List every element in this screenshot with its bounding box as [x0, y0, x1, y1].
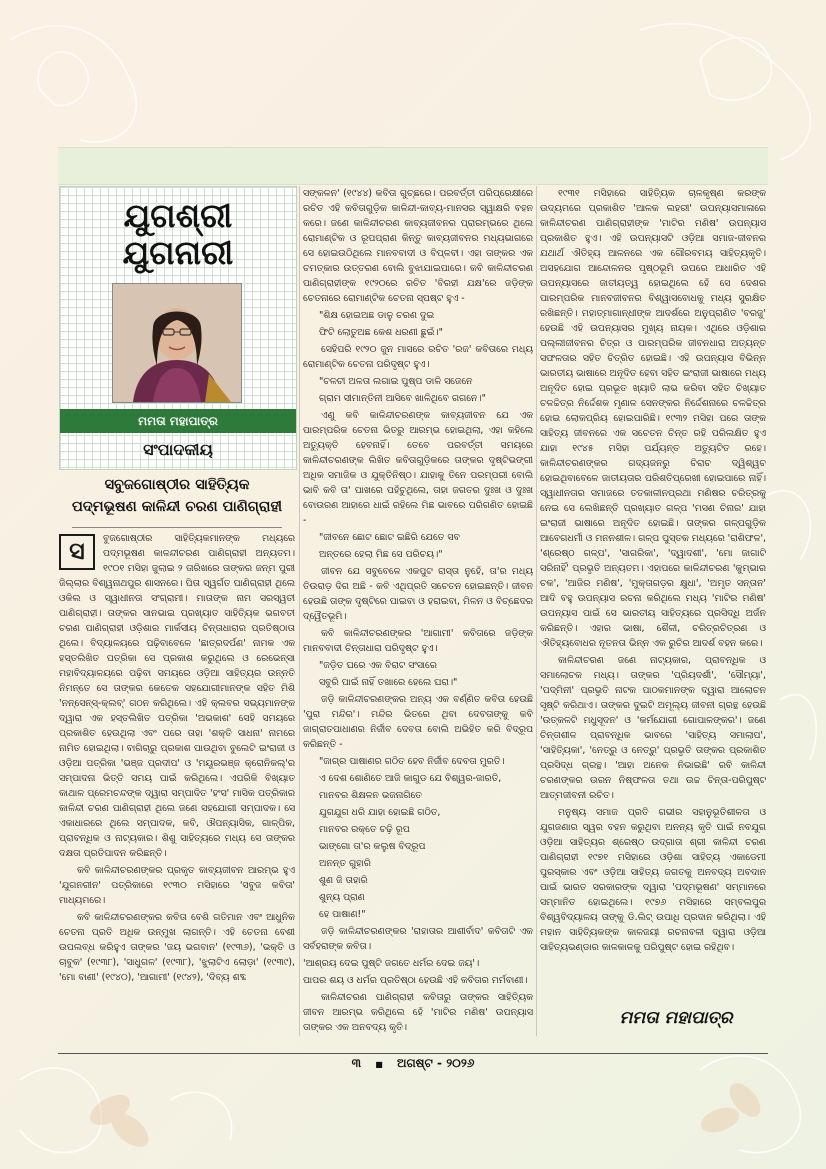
- header-band: [58, 147, 768, 185]
- column-divider: [299, 186, 300, 1036]
- paragraph: ଏଣୁ କବି କାଳିନ୍ଦୀଚରଣଙ୍କ କାବ୍ୟଜୀବନ ଯେ ଏକ ପାରମ୍ପରିକ ଚେତନା ଭିତରୁ ଆରମ୍ଭ ହୋଇଥିଲା, ଏହା କହିଲେ ଅତ୍ୟୁକ୍ତି ହେବନାହିଁ। ତେବେ ପରବର୍ତ୍ତୀ ସମୟରେ କାଳିନ୍ଦୀଚରଣଙ୍କ ଲିଖିତ କବିତାଗୁଡ଼ିକରେ ତାଙ୍କର ଦୃଷ୍ଟିଭଙ୍ଗୀ ଅଧିକ ସମାଜିକ ଓ ଯୁକ୍ତିନିଷ୍ଠ। ଯାହାକୁ ତିନେ ପରମ୍ପରୀ ବୋଲି ଭାବି କବି ତା' ପାଖରେ ପହଁଚୁଥିଲେ, ତାହା ଜଗତର ଦୁଃଖ ଓ ଦୁଃଖ ବୋଉରଣ ଆହାରେ ଧାଇଁ ରହିଲେ ମିଛ ଭାବରେ ପରିଗଣିତ ହୋଇଛି -: [303, 410, 533, 526]
- footer-rule: [58, 1053, 768, 1054]
- title-underline: [72, 527, 282, 528]
- masthead-line-1: ଯୁଗଶ୍ରୀ: [123, 196, 233, 235]
- editor-photo: [112, 283, 242, 403]
- verse-line: "ଜଡ଼ିତ ଘରେ ଏକ ବିରାଟ ସଂସାରେ: [319, 660, 437, 671]
- verse-line: "ଜୀବନେ ଛୋଟ ଛୋଟ ଇଛିରି ଯେତେ ସବ: [319, 532, 460, 543]
- paragraph: 'ଆଶ୍ରୟ ଦେଇ ପୁଷ୍ଟି ଜଗତେ ଧର୍ମର ଦେଇ ଜୟ'।: [303, 958, 480, 969]
- verse-line: ସବୁରି ପାଇଁ ନାହିଁ ତଖାରେ ହେଲେ ଘରା।": [319, 677, 458, 688]
- paragraph: ପାପର ଶୟ ଓ ଧର୍ମର ପ୍ରତିଷ୍ଠା ହେଉଛି ଏହି କବିତାର ମର୍ମବାଣୀ।: [303, 975, 528, 986]
- verse-line: ଅନ୍ତରେ ହେଲା ମିଛ ସେ ପରିଚୟ।": [319, 549, 443, 560]
- article-title-line-2: ପଦ୍ମଭୂଷଣ କାଳିନ୍ଦୀ ଚରଣ ପାଣିଗ୍ରାହୀ: [71, 498, 283, 515]
- paragraph: କବି କାଳିନ୍ଦୀଚରଣଙ୍କର କବିତା ବେଶି ଗତିମାନ ଏବଂ ଆଧୁନିକ ଚେତନା ପ୍ରତି ଅଧିକ ଉନ୍ମୁଖ ଲାଗନ୍ତି। ଏହି ଚେତନା ବେଶୀ ଉପଲବ୍ଧ କରିହୁଏ ତାଙ୍କର 'ଜୟ ଭଗବାନ' (୧୯୩୬), 'ଭକ୍ତି ଓ ଚାବୁକ' (୧୯୩୮), 'ସାଧୁଗଳ' (୧୯୩୮), 'ଝୁଲାଟିଏ ଲୋଡ଼ା' (୧୯୩୯), 'ମୋ ବାଣୀ' (୧୯୪୦), 'ଆଗାମୀ' (୧୯୪୨), 'ଦିବ୍ୟ ଶବ୍ଦ: [59, 912, 295, 983]
- verse-line: "ଶିକ୍ଷ ହୋଇଅଛ ଡାଳୁ ଚରଣ ଦୁଇ: [319, 310, 435, 321]
- editor-signature: ମମତା ମହାପାତ୍ର: [619, 1008, 733, 1028]
- verse-line: ମାନବର ରକ୍ତେ ଚଢ଼ି ରୂପ: [319, 824, 410, 835]
- verse-line: ଶୁଣ ଜି ତାହାରି: [319, 875, 368, 886]
- editor-name: ମମତା ମହାପାତ୍ର: [60, 409, 296, 433]
- verse-line: ଫିଟି ଲୋତୁଅଛ କେଶ ଧରଣୀ ଛୁଇଁ।": [319, 327, 443, 338]
- paragraph: ଜୀବନ ଯେ ସବୁବେଳେ ଏକପୁଟ ରାସ୍ତା ନୁହେଁ, ତା'ର ମଧ୍ୟ ତିଉରାଡ଼ ଦିଗ ଅଛି - କବି ଏଥିପ୍ରତି ସଚେତନ ହୋଇଛନ୍ତି। ଜୀବନ ହେଉଛି ତାଙ୍କ ଦୃଷ୍ଟିରେ ପାଇବା ଓ ହରାଇବା, ମିଳନ ଓ ବିଚ୍ଛେଦର ଦ୍ୱୈତଭୂମି।: [303, 566, 533, 622]
- verse-line: ଭାଙ୍ଗୋ ତା'ର କଲୁଷ ବିଦ୍ରୂପ: [319, 841, 426, 852]
- paragraph: କବି କାଳିନ୍ଦୀଚରଣଙ୍କର 'ଆଗାମୀ' କବିତାରେ ଜଡ଼ିଙ୍କ ମାନବବାଦୀ ଚିନ୍ତାଧାରା ପରିଦୃଷ୍ଟ ହୁଏ।: [303, 628, 533, 654]
- page-number: ୩: [351, 1056, 362, 1070]
- article-column-3: [540, 186, 766, 986]
- editor-profile-box: [59, 186, 297, 470]
- page-footer: [58, 1055, 768, 1073]
- paragraph: ଜଡ଼ି କାଳିନ୍ଦୀଚରଣଙ୍କର 'ରାହାତାର ଆଶୀର୍ବାଦ' କବିତାଟି ଏକ ସର୍ବହରାଙ୍କ କବିତା।: [303, 926, 533, 952]
- footer-separator: ■: [375, 1060, 383, 1069]
- article-title: [59, 474, 295, 518]
- paragraph: କାଳିନ୍ଦୀଚରଣ ଜଣେ ନାଟ୍ୟକାର, ପ୍ରାବନ୍ଧିକ ଓ ସମାଲୋଚକ ମଧ୍ୟ। ତାଙ୍କର 'ପ୍ରିୟଦର୍ଶୀ', 'ସୌମ୍ୟା', 'ପଦ୍ମିନୀ' ପ୍ରଭୃତି ନାଟକ ପାଠକମାନଙ୍କ ଦ୍ୱାରା ଆଲୋଚନ ସୃଷ୍ଟି କରିଥାଏ। ତାଙ୍କର ଦୁଇଟି ଅମୂଲ୍ୟ ଜୀବନୀ ଗ୍ରନ୍ଥ ହେଉଛି 'ଉତ୍କଳଟି ମଧୁସୂଦନ' ଓ 'କର୍ମଯୋଗୀ ଗୋପାଳଙ୍କର'। ଜଣେ ଚିନ୍ତାଶୀଳ ପ୍ରାବନ୍ଧିକ ଭାବରେ 'ସାହିତ୍ୟ ସମାଲାପ', 'ସାହିତ୍ୟିକା', 'ନେତ୍ରୁ ଓ ନେତ୍ରୁ' ପ୍ରଭୃତି ତାଙ୍କର ପ୍ରକାଶିତ ପ୍ରସିଦ୍ଧ ଗ୍ରନ୍ଥ। 'ଆହା ଅନେକ ନିଭାଇଛି' ରବି କାଳିନ୍ଦୀ ଚରଣଙ୍କର ଉରନ ନିଷ୍ଫଳତା ତଥା ଉଚ୍ଚ ଚିନ୍ତା-ପରିପୁଷ୍ଟ ଆତ୍ମଜୀବନୀ ରଚିତ।: [540, 655, 766, 801]
- editorial-label: ସଂପାଦକୀୟ: [143, 440, 213, 459]
- verse-line: ଗ୍ରାମ ସୀମାନ୍ତିନୀ ଆସିବେ ଖାଳିଥିବେ ଗଗନେ।": [319, 393, 486, 404]
- paragraph: ସଙ୍କଳନ' (୧୯୪୪) କବିତା ଗୁଚ୍ଛରେ। ପରବର୍ତ୍ତୀ ପରିପ୍ରେକ୍ଷୀରେ ରଚିତ ଏହି କବିତାଗୁଡ଼ିକ କାଳିନ୍ଦୀ-କାବ୍ୟ-ମାନସର ସ୍ୱାକ୍ଷରି ବହନ କରେ। ଜଣେ କାଳିନ୍ଦୀଚରଣ କାବ୍ୟଜୀବନର ପ୍ରାରମ୍ଭରେ ଥିଲେ ରୋମାଣ୍ଟିକ ଓ ରୂପପ୍ରାଣ କିନ୍ତୁ କାବ୍ୟଜୀବନର ମଧ୍ୟଭାଗରେ ସେ ହୋଇଉଠିଥିଲେ ମାନବବାଦୀ ଓ ବିପ୍ଳବୀ। ଏହା ତାଙ୍କର ଏକ ଚମତ୍କାର ଉତ୍ତରଣ ବୋଲି ବୁଝାଯାଇପାରେ। କବି କାଳିନ୍ଦୀଚରଣ ପାଣିଗ୍ରାହୀଙ୍କ ୧୯୨୦ରେ ରଚିତ 'ବିରହୀ ଯକ୍ଷ'ରେ ଜଡ଼ିଙ୍କ ଚେତନାରେ ରୋମାଣ୍ଟିକ ଚେତନା ସ୍ପଷ୍ଟ ହୁଏ -: [303, 188, 533, 304]
- verse-line: ହେ ପାଷାଣ!": [319, 909, 366, 920]
- verse-line: ଯୁଗଯୁଗ ଧରି ଯାହା ହୋଇଛି ଗଠିତ,: [319, 807, 441, 818]
- verse-line: ମାନବର ଶିକ୍ଷଳନ ଭଜନାଗିତେ: [319, 790, 422, 801]
- article-column-2: [303, 186, 533, 1037]
- drop-cap: ସ: [59, 534, 95, 570]
- paragraph: ବୁଜଗୋଷ୍ଠୀର ସାହିତ୍ୟିକମାନଙ୍କ ମଧ୍ୟରେ ପଦ୍ମଭୂଷଣ କାଳନ୍ଦୀଚରଣ ପାଣିଗ୍ରାହୀ ଅନ୍ୟତମ। ୧୯୦୧ ମସିହା ଜୁଲାଇ ୨ ତାରିଖରେ ତାଙ୍କର ଜନ୍ମ ପୁରୀ ଜିଲ୍ଲାର ବିଶ୍ୱନାଥପୁର ଶାସନରେ। ପିତା ସ୍ୱର୍ଗତ ପାଣିଗ୍ରାହୀ ଥିଲେ ଓକିଲ ଓ ସ୍ୱାଧୀନତା ସଂଗ୍ରାମୀ। ମାତାଙ୍କ ନାମ ସରସ୍ୱତୀ ପାଣିଗ୍ରାହୀ। ତାଙ୍କର ସାନଭାଇ ପ୍ରଖ୍ୟାତ ସାହିତ୍ୟିକ ଭଗବତୀ ଚରଣ ପାଣିଗ୍ରାହୀ ଓଡ଼ିଶାର ମାର୍କସୀୟ ଚିନ୍ତାଧାରାର ପ୍ରତିଷ୍ଠାତା ଥିଲେ। ବିଦ୍ୟାଳୟରେ ପଢ଼ିବାବେଳେ 'ଛାତ୍ରଦର୍ପଣ' ନାମକ ଏକ ହସ୍ତଲିଖିତ ପତ୍ରିକା ସେ ପ୍ରକାଶ କରୁଥିଲେ ଓ ରେଭେନ୍ସା ମହାବିଦ୍ୟାଳୟରେ ପଢ଼ିବା ସମୟରେ ଓଡ଼ିଆ ସାହିତ୍ୟର ଉନ୍ନତି ନିମନ୍ତେ ସେ ତାଙ୍କର କେତେକ ସହଯୋଗୀମାନଙ୍କ ସହିତ ମିଶି 'ନନ୍ସେନ୍ସ୍-କ୍ଲବ୍' ଗଠନ କରିଥିଲେ। ଏହି କ୍ଲବର ସଭ୍ୟମାନଙ୍କ ଦ୍ୱାରା ଏକ ହସ୍ତଲିଖିତ ପତ୍ରିକା 'ଅଭକାଶ' ସେହି ସମୟରେ ପ୍ରକାଶିତ ହେଉଥିଲା ଏବଂ ପରେ ତାହା 'ଶକ୍ତି ସାଧନା' ନାମରେ ନାମିତ ହୋଇଥିଲା। ବାଗିଚାରୁ ପ୍ରକାଶ ପାଉଥିବା ବୁଲେଟି ଇଂରାଜୀ ଓ ଓଡ଼ିଆ ପତ୍ରିକା 'ଭଞ୍ଜ ପ୍ରଦୀପ' ଓ 'ମୟୂରଭଞ୍ଜ କ୍ରୋନିକଲ୍'ର ସମ୍ପାଦନା ଭିତ୍ତି ସମୟ ପାଇଁ କରିଥିଲେ। ଏପରିକି ବିଖ୍ୟାତ କାଥାଳ ପ୍ରେମଚନ୍ଦଙ୍କ ଦ୍ୱାରା ସମ୍ପାଦିତ 'ହଂସ' ମାସିକ ପତ୍ରିକାର କାଳିନ୍ଦୀ ଚରଣ ପାଣିଗ୍ରାହୀ ଥିଲେ ଜଣେ ସହଯୋଗୀ ସମ୍ପାଦକ। ସେ ଏକାଧାରରେ ଥିଲେ ସମ୍ପାଦକ, କବି, ଔପନ୍ୟାସିକ, ଗାଳ୍ପିକ, ପ୍ରାବନ୍ଧିକ ଓ ନାଟ୍ୟକାର। ଶିଶୁ ସାହିତ୍ୟରେ ମଧ୍ୟ ସେ ତାଙ୍କର ଦକ୍ଷତା ପ୍ରତିପାଦନ କରିଛନ୍ତି।: [59, 533, 295, 859]
- article-column-1: [59, 531, 295, 1037]
- column-divider: [536, 186, 537, 1036]
- magazine-masthead: [60, 197, 296, 271]
- paragraph: ସେହିପରି ୧୯୨୦ ଜୁନ ମାସରେ ରଚିତ 'ରଜ' କବିତାରେ ମଧ୍ୟ ରୋମାଣ୍ଟିକ ଚେତନା ପରିଦୃଷ୍ଟ ହୁଏ।: [303, 344, 533, 370]
- paragraph: କବି କାଳିନ୍ଦୀଚରଣଙ୍କର ପ୍ରକୃତ କାବ୍ୟଜୀବନ ଆରମ୍ଭ ହୁଏ 'ଯୁଗନରୀନ' ପତ୍ରିକାରେ ୧୯୩୦ ମସିହାରେ 'ସବୁଜ କବିତା' ମାଧ୍ୟମରେ।: [59, 865, 295, 906]
- verse-line: "ଜାଗ୍ର ପାଷାଣର ଗଠିତ ହେବ ନିର୍ଜୀବ ଦେବତା ମୁରତି।: [319, 756, 505, 767]
- issue-month: ଅଗଷ୍ଟ - ୨୦୨୬: [397, 1056, 475, 1070]
- paragraph: ୧୯୩୧ ମସିହାରେ ସାହିତ୍ୟିକ ଚାଳକୃଷ୍ଣ କରଙ୍କ ଉଦ୍ୟମରେ ପ୍ରକାଶିତ 'ଆଳକ ଲହରୀ' ଉପନ୍ୟାସମାଳାରେ କାଳିନ୍ଦୀଚରଣ ପାଣିଗ୍ରାହୀଙ୍କ 'ମାଟିର ମଣିଷ' ଉପନ୍ୟାସ ପ୍ରକାଶିତ ହୁଏ। ଏହି ଉପନ୍ୟାସଟି ଓଡ଼ିଆ ସମାଜ-ଜୀବନର ଯଥାର୍ଥ ଐତିହ୍ୟ ଆଳନରେ ଏକ ଗୌରବମୟ ସାହିତ୍ୟକୃତି। ଅସହଯୋଗ ଆନ୍ଦୋଳନର ପୃଷ୍ଠଭୂମି ଉପରେ ଆଧାରିତ ଏହି ଉପନ୍ୟାସରେ ଜାତୀୟତ୍ୱ ହୋଇଥିଲେ ହେଁ ସେ ଦେଶର ପାରମ୍ପରିକ ମାନବଜୀବନର ବିଶ୍ୱାସବୋଧକୁ ମଧ୍ୟ ସୁରକ୍ଷିତ ରଖିଛନ୍ତି। ମହାତ୍ମାଗାନ୍ଧୀଙ୍କ ଆଦର୍ଶରେ ଅନୁପ୍ରାଣିତ 'ବରଜୁ' ହେଉଛି ଏହି ଉପନ୍ୟାସର ମୁଖ୍ୟ ନାୟକ। ଏଥିରେ ଓଡ଼ିଶାର ପଲ୍ଲୀଜୀବନର ଚିତ୍ର ଓ ପାରମ୍ପରିକ ଜୀବନଧାରା ଅତ୍ୟନ୍ତ ସଫଳତାର ସହିତ ଚିତ୍ରିତ ହୋଇଛି। ଏହି ଉପନ୍ୟାସ ବିଭିନ୍ନ ଭାରତୀୟ ଭାଷାରେ ଅନୂଦିତ ହେବା ସହିତ ଇଂରାଜୀ ଭାଷାରେ ମଧ୍ୟ ଅନୂଦିତ ହୋଇ ପ୍ରଭୂତ ଖ୍ୟାତି ଲାଭ କରିବା ସହିତ ଚିଖ୍ୟାତ ଚଳଚ୍ଚିତ୍ର ନିର୍ଦ୍ଦେଶକ ମୃଣାଳ ସେନଙ୍କର ନିର୍ଦ୍ଦେଶନାରେ ଚଳଚ୍ଚିତ୍ର ହୋଇ ଲୋକପ୍ରିୟ ହୋଇପାରିଛି। ୧୯୩୨ ମସିହା ପରେ ତାଙ୍କ ସାହିତ୍ୟ ଜୀବନରେ ଏକ ସଚେତନ ଚିନ୍ତ ରହି ପରିଲକ୍ଷିତ ହୁଏ ଯାହା ୧୯୪୫ ମସିହା ପର୍ଯ୍ୟନ୍ତ ଅତ୍ୟୁଟିତ ରହେ। କାଳିନ୍ଦୀଚରଣଙ୍କର ଗଦ୍ୟଜନରୁ ଚିରାଚ ଦ୍ୱିଶ୍ୱଚ ହୋଇଥିବାବେଳେ ଜାତୀୟତାର ପରିଶତିପ୍ରେଖୀ ହୋଇପାରେ ନାହିଁ। ସ୍ୱାଧୀନତାର ସମାଜରେ ତତକାଳୀନପ୍ରଥା ମଣିଷର ଚରିତ୍ରକୁ ନେଇ ସେ ଲେଖିଛନ୍ତି ପ୍ରଖ୍ୟାତ ଗଳ୍ପ 'ମସଣ ଚିନାର' ଯାହା ଇଂରାଜୀ ଭାଷାରେ ଅନୂଦିତ ହୋଇଛି। ତାଙ୍କର ଗଳ୍ପଗୁଡ଼ିକ ଆବେଗଧର୍ମୀ ଓ ମନନଶୀଳ। ଗଳ୍ପ ପୁସ୍ତକ ମଧ୍ୟରେ 'ରାଶିଫଳ', 'ଶ୍ରେଷ୍ଠ ଗଳ୍ପ', 'ସାଗରିକା', 'ଦ୍ୱାଦଶୀ', 'ମୋ ଜାଗାଟି ସରିନାହିଁ' ପ୍ରଭୃତି ଅନ୍ୟତମ। ଏହାପରେ କାଳିନ୍ଦୀଚରଣ 'କୁମ୍ଭାର ଚକ', 'ଆଜିର ମଣିଷ', 'ମୁକ୍ତାଗଡ଼ର କ୍ଷୁଧା', 'ଅମୃତ ସନ୍ତାନ' ଆଦି ବହୁ ଉପନ୍ୟାସ ରଚନା କରିଥିଲେ ମଧ୍ୟ 'ମାଟିର ମଣିଷ' ଉପନ୍ୟାସ ପାଇଁ ସେ ଭାରତୀୟ ସାହିତ୍ୟରେ ପ୍ରସିଦ୍ଧି ଅର୍ଜନ କରିଛନ୍ତି। ଏହାର ଭାଷା, ଶୈଳୀ, ଚରିତ୍ରଚିତ୍ରଣ ଓ ଐତିହ୍ୟବୋଧର ନୂତନତା ଭିନ୍ନ ଏକ ରୁଚିର ଆଦର୍ଶ ବହନ କରେ।: [540, 188, 766, 649]
- article-title-line-1: ସବୁଜଗୋଷ୍ଠୀର ସାହିତ୍ୟିକ: [104, 476, 250, 493]
- paragraph: ଜଡ଼ି କାଳିନ୍ଦୀଚରଣଙ୍କର ଅନ୍ୟ ଏକ ବର୍ଣ୍ଣିତ କବିତା ହେଉଛି 'ପୁରା ମନ୍ଦିର'। ମନ୍ଦିର ଭିତରେ ଥିବା ଦେବତାଙ୍କୁ କବି ଜାଗ୍ରାତପାଧାଣର ନିର୍ଜୀବ ଦେବତା ବୋଲି ଅଭିହିତ କରି ବିଦ୍ରୂପ କରିଛନ୍ତି -: [303, 694, 533, 750]
- verse-line: ଶୁନ୍ୟ ପ୍ରାଣ: [319, 892, 365, 903]
- paragraph: କାଳିନ୍ଦୀଚରଣ ପାଣିଗ୍ରାହୀ କବିତାରୁ ତାଙ୍କର ସାହିତ୍ୟିକ ଜୀବନ ଆରମ୍ଭ କରିଥିଲେ ହେଁ 'ମାଟିର ମଣିଷ' ଉପନ୍ୟାସ ତାଙ୍କର ଏକ ଅନବଦ୍ୟ କୃତି।: [303, 992, 533, 1033]
- verse-line: ଅନନ୍ତ ଗୁହାରି: [319, 858, 371, 869]
- verse-line: ଏ ଦେଶ ଶୋଣିତେ ଆଜି କାଗୁଡ ଯେ ବିଶ୍ୱର-ଜାରତି,: [319, 773, 502, 784]
- masthead-line-2: ଯୁଗନାରୀ: [122, 233, 234, 272]
- verse-line: "ଚଳଚୀ ଅଳତା ଲଗାଇ ପୁଷ୍ପ ଡାଳି ସଜେନେ: [319, 376, 473, 387]
- paragraph: ମନୁଷ୍ୟ ସମାଜ ପ୍ରତି ଗଭୀର ସହାନୁଭୂତିଶୀଳତା ଓ ଯୁଗଜଣାର ସ୍ୱର ବହନ କରୁଥିବା ଅନନ୍ୟ କୃତି ପାଇଁ ନବଯୁଗ ଓଡ଼ିଆ ସାହିତ୍ୟର ଶ୍ରେଷ୍ଠ ଉଦ୍ଗାତା ଶ୍ରୀ କାଳିନ୍ଦୀ ଚରଣ ପାଣିଗ୍ରାହୀ ୧୯୭୧ ମସିହାରେ ଓଡ଼ିଶା ସାହିତ୍ୟ ଏକାଡେମୀ ପୁରସ୍କାର ଏବଂ ଓଡ଼ିଆ ସାହିତ୍ୟ ଜଗତକୁ ଅନବଦ୍ୟ ଅବଦାନ ପାଇଁ ଭାରତ ସରକାରଙ୍କ ଦ୍ୱାରା 'ପଦ୍ମଭୂଷଣ' ସମ୍ମାନରେ ସମ୍ମାନିତ ହୋଇଥିଲେ। ୧୯୭୬ ମସିହାରେ ସମ୍ବଲପୁର ବିଶ୍ୱବିଦ୍ୟାଳୟ ତାଙ୍କୁ ଡି.ଲିଟ୍ ଉପାଧି ପ୍ରଦାନ କରିଥିଲା। ଏହି ମହାନ ସାହିତ୍ୟିକଙ୍କ କାଳଜୟୀ ରଚନାବଳୀ ଦ୍ୱାରା ଓଡ଼ିଆ ସାହିତ୍ୟଭଣ୍ଡାର କାଳକାଳକୁ ପରିପୁଷ୍ଟ ହୋଇ ରହିଥିବ।: [540, 807, 766, 953]
